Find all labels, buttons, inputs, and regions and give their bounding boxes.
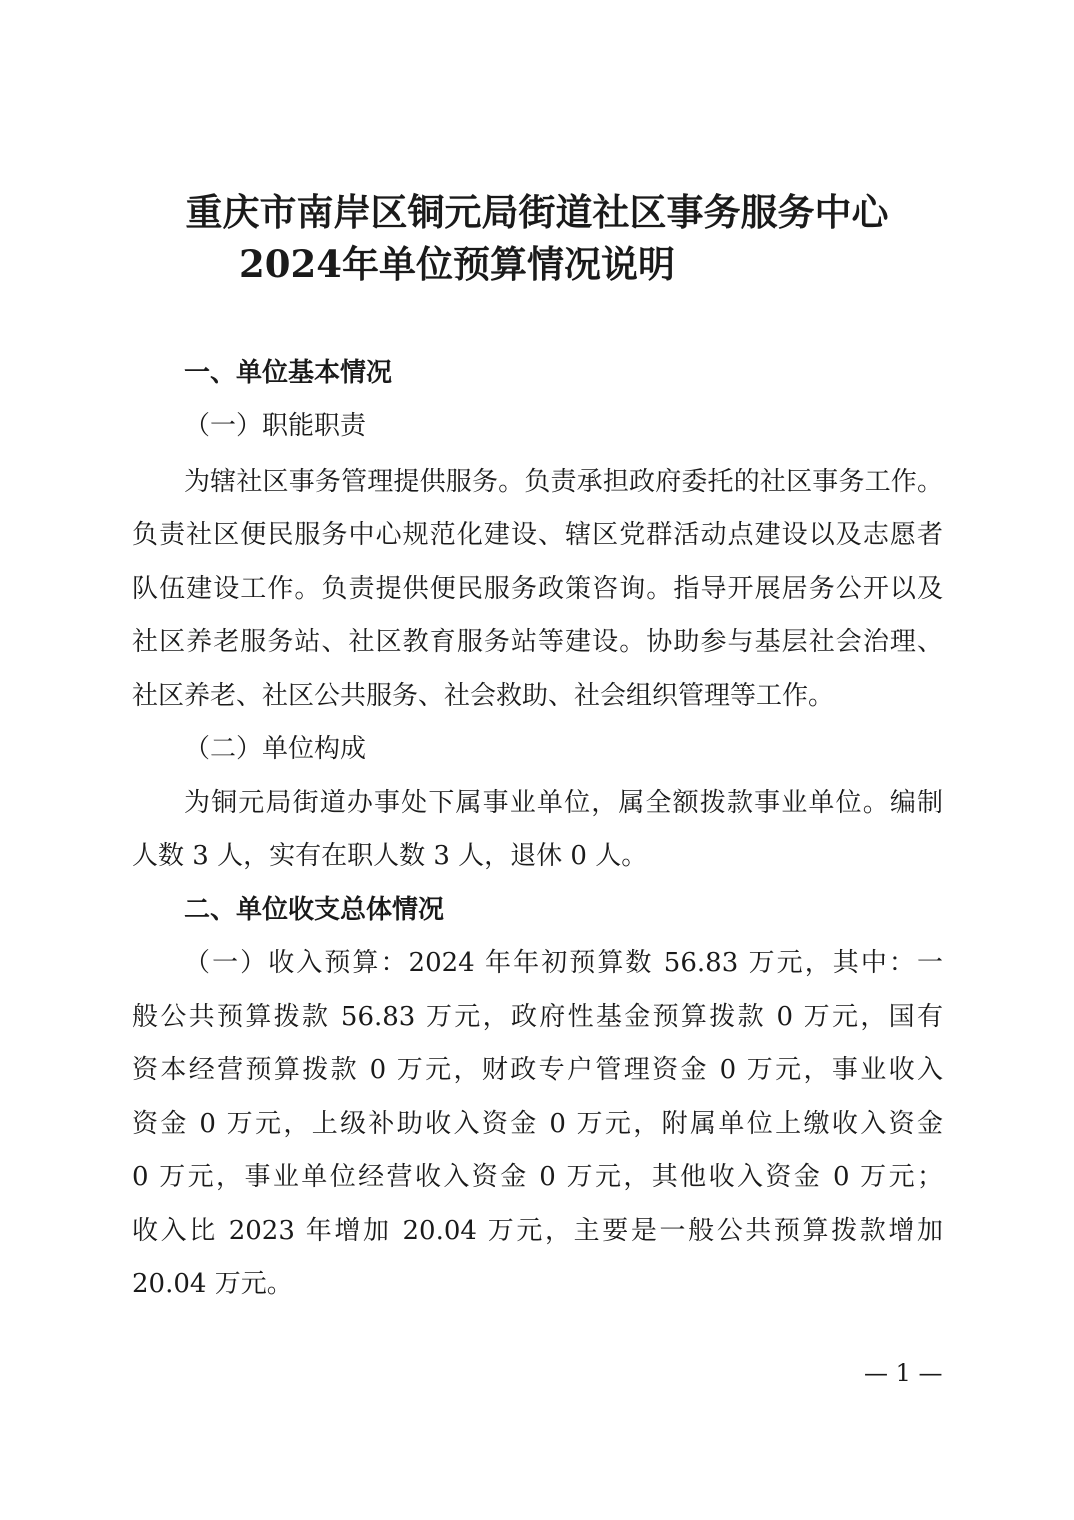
paragraph-line: （一）收入预算：2024 年年初预算数 56.83 万元，其中：一 [184, 948, 943, 978]
paragraph-line: 社区养老、社区公共服务、社会救助、社会组织管理等工作。 [132, 681, 835, 711]
paragraph-line: 为铜元局街道办事处下属事业单位，属全额拨款事业单位。编制 [184, 788, 943, 818]
paragraph-line: 资本经营预算拨款 0 万元，财政专户管理资金 0 万元，事业收入 [132, 1055, 943, 1085]
paragraph-line: 队伍建设工作。负责提供便民服务政策咨询。指导开展居务公开以及 [132, 574, 943, 604]
paragraph-line: 负责社区便民服务中心规范化建设、辖区党群活动点建设以及志愿者 [132, 520, 943, 550]
paragraph-line: 人数 3 人，实有在职人数 3 人，退休 0 人。 [132, 841, 648, 871]
subsection-1-2-heading: （二）单位构成 [184, 734, 367, 764]
section-1-heading: 一、单位基本情况 [184, 358, 393, 388]
paragraph-line: 为辖社区事务管理提供服务。负责承担政府委托的社区事务工作。 [184, 467, 943, 497]
document-title-line-2: 2024年单位预算情况说明 [239, 242, 675, 286]
subsection-1-1-heading: （一）职能职责 [184, 411, 367, 441]
section-2-heading: 二、单位收支总体情况 [184, 895, 445, 925]
document-title-line-1: 重庆市南岸区铜元局街道社区事务服务中心 [185, 190, 889, 234]
page-number: — 1 — [864, 1359, 943, 1387]
paragraph-line: 20.04 万元。 [132, 1269, 293, 1299]
paragraph-line: 资金 0 万元，上级补助收入资金 0 万元，附属单位上缴收入资金 [132, 1109, 943, 1139]
paragraph-line: 般公共预算拨款 56.83 万元，政府性基金预算拨款 0 万元，国有 [132, 1002, 943, 1032]
paragraph-line: 社区养老服务站、社区教育服务站等建设。协助参与基层社会治理、 [132, 627, 943, 657]
paragraph-line: 收入比 2023 年增加 20.04 万元，主要是一般公共预算拨款增加 [132, 1216, 943, 1246]
paragraph-line: 0 万元，事业单位经营收入资金 0 万元，其他收入资金 0 万元； [132, 1162, 943, 1192]
